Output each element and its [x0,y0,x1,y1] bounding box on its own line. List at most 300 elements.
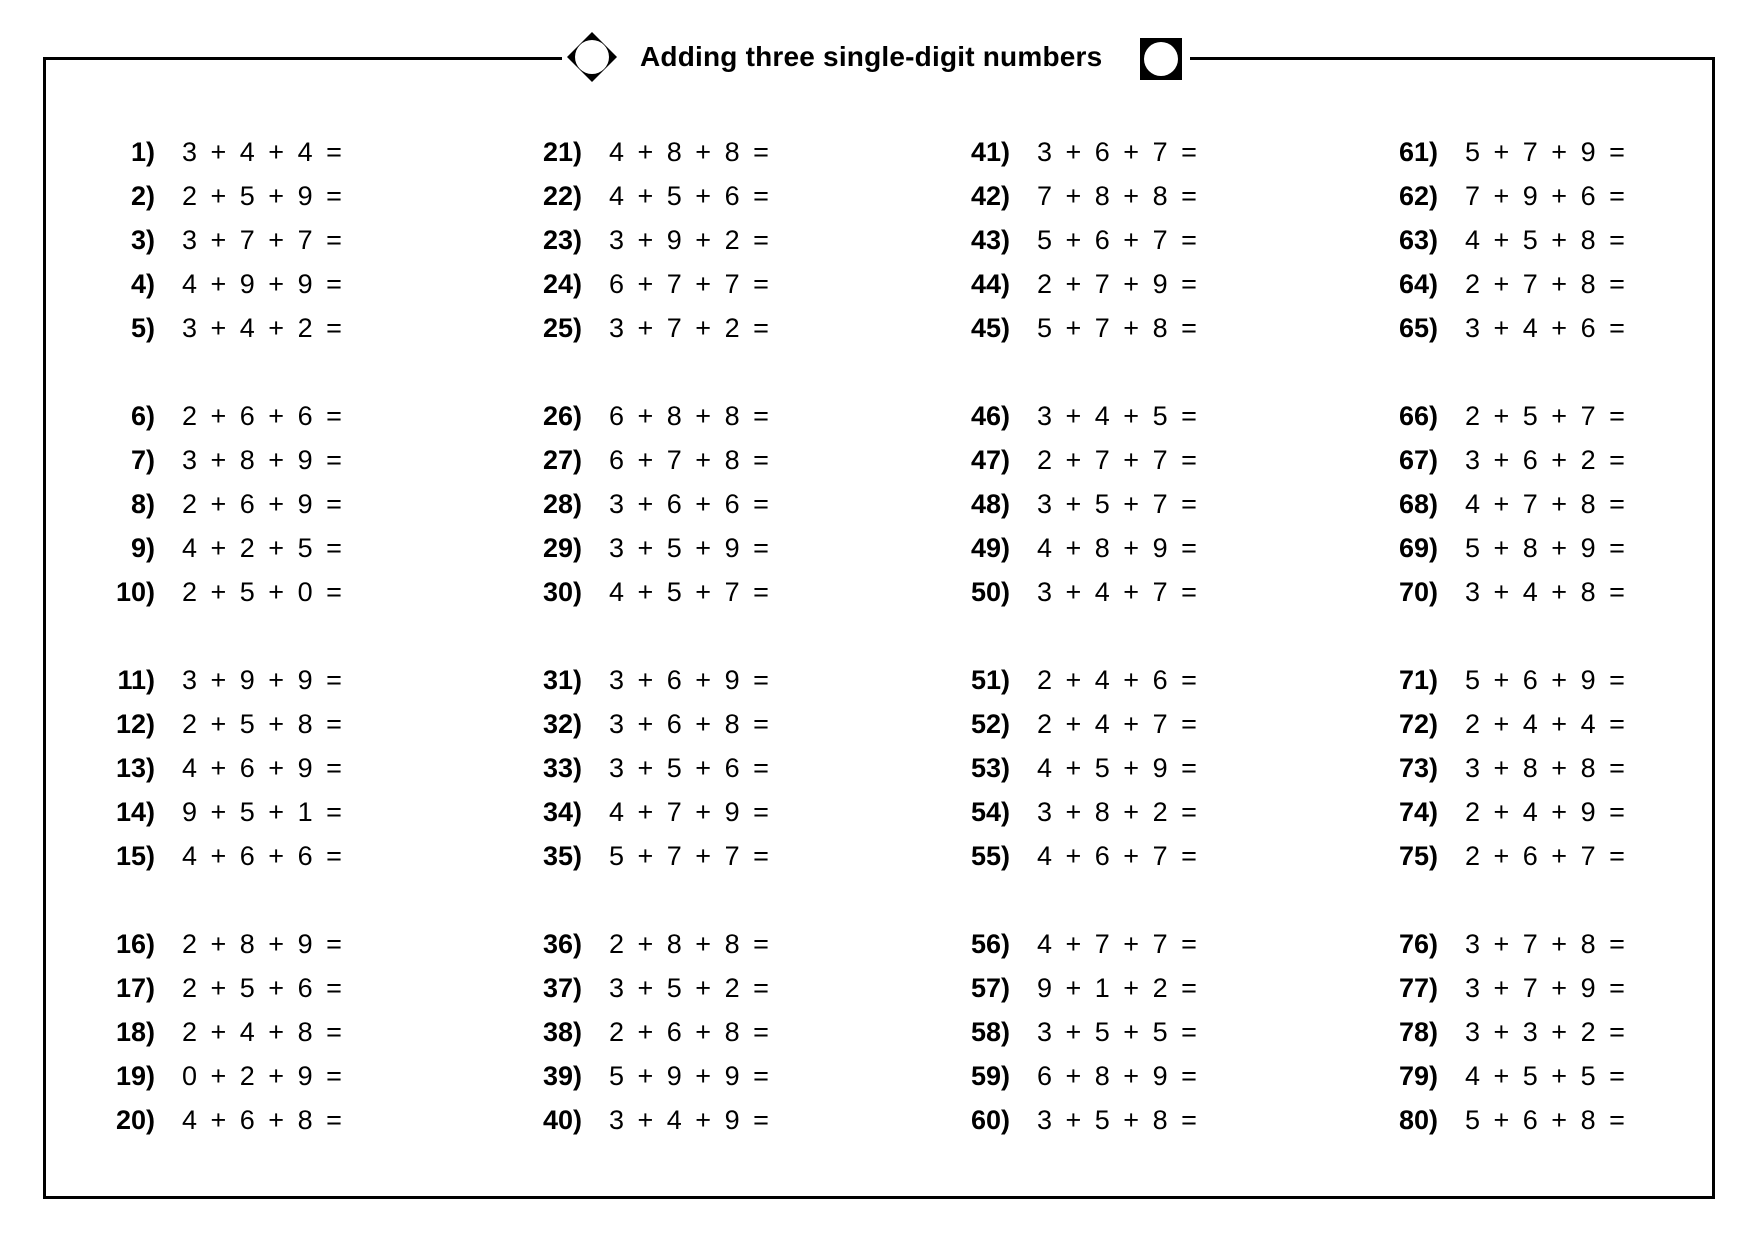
problem-expression: 9 + 1 + 2 = [1037,973,1197,1003]
problem-expression-wrap [182,1100,382,1140]
problem-number: 10) [115,577,155,607]
problem-expression: 2 + 8 + 9 = [182,929,342,959]
problem-expression: 2 + 5 + 8 = [182,709,342,739]
problem-expression-wrap [1465,396,1665,436]
problem-item [502,396,582,436]
problem-expression: 9 + 5 + 1 = [182,797,342,827]
problem-item [502,264,582,304]
problem-expression: 3 + 5 + 7 = [1037,489,1197,519]
problem-number: 20) [115,1105,155,1135]
problem-expression: 4 + 5 + 8 = [1465,225,1625,255]
problem-item [930,748,1010,788]
problem-expression-wrap [609,484,809,524]
problem-item [930,484,1010,524]
problem-expression-wrap [1465,220,1665,260]
problem-expression: 4 + 2 + 5 = [182,533,342,563]
problem-expression-wrap [1037,484,1237,524]
problem-item [75,132,155,172]
problem-item [930,528,1010,568]
problem-item [75,396,155,436]
problem-expression: 3 + 5 + 5 = [1037,1017,1197,1047]
problem-expression-wrap [1037,176,1237,216]
problem-expression: 3 + 4 + 6 = [1465,313,1625,343]
problem-number: 29) [542,533,582,563]
problem-expression-wrap [1037,440,1237,480]
problem-number: 27) [542,445,582,475]
problem-item [502,836,582,876]
problem-number: 48) [970,489,1010,519]
problem-expression: 4 + 5 + 7 = [609,577,769,607]
problem-expression-wrap [609,572,809,612]
problem-expression: 7 + 9 + 6 = [1465,181,1625,211]
problem-item [930,176,1010,216]
problem-expression: 2 + 6 + 7 = [1465,841,1625,871]
problem-expression: 3 + 4 + 7 = [1037,577,1197,607]
problem-item [930,836,1010,876]
problem-expression-wrap [1037,748,1237,788]
problem-item [930,1012,1010,1052]
problem-expression-wrap [1465,132,1665,172]
problem-item [930,704,1010,744]
problem-item [1358,836,1438,876]
problem-item [1358,1056,1438,1096]
problem-item [1358,396,1438,436]
problem-item [1358,924,1438,964]
problem-expression-wrap [182,440,382,480]
problem-expression: 2 + 5 + 9 = [182,181,342,211]
problem-expression-wrap [1037,572,1237,612]
problem-number: 64) [1398,269,1438,299]
problem-expression: 4 + 6 + 9 = [182,753,342,783]
problem-number: 63) [1398,225,1438,255]
problem-number: 50) [970,577,1010,607]
problem-item [1358,968,1438,1008]
problem-expression: 2 + 4 + 8 = [182,1017,342,1047]
problem-expression: 4 + 5 + 6 = [609,181,769,211]
problem-expression-wrap [1465,792,1665,832]
problem-expression-wrap [1037,220,1237,260]
problem-item [930,396,1010,436]
problem-item [502,704,582,744]
problem-expression-wrap [609,396,809,436]
problem-item [930,660,1010,700]
problem-item [1358,308,1438,348]
problem-number: 59) [970,1061,1010,1091]
problem-expression: 3 + 8 + 8 = [1465,753,1625,783]
problem-expression-wrap [182,220,382,260]
problem-number: 45) [970,313,1010,343]
problem-expression: 2 + 5 + 6 = [182,973,342,1003]
problem-expression-wrap [609,660,809,700]
problem-expression-wrap [1465,1056,1665,1096]
problem-item [1358,264,1438,304]
problem-item [1358,132,1438,172]
problem-number: 44) [970,269,1010,299]
problem-number: 41) [970,137,1010,167]
problem-item [75,836,155,876]
problem-number: 60) [970,1105,1010,1135]
problem-expression: 6 + 7 + 7 = [609,269,769,299]
problem-item [502,968,582,1008]
problem-item [930,264,1010,304]
problem-number: 5) [130,313,155,343]
problem-expression: 4 + 5 + 5 = [1465,1061,1625,1091]
problem-expression: 3 + 8 + 2 = [1037,797,1197,827]
problem-item [75,308,155,348]
problem-number: 36) [542,929,582,959]
problem-expression-wrap [1465,1100,1665,1140]
problem-expression-wrap [1037,1056,1237,1096]
problem-expression-wrap [182,924,382,964]
problem-number: 49) [970,533,1010,563]
problem-item [930,440,1010,480]
problem-item [1358,572,1438,612]
problem-expression: 4 + 8 + 9 = [1037,533,1197,563]
problem-item [930,924,1010,964]
problem-expression: 5 + 6 + 8 = [1465,1105,1625,1135]
problem-number: 33) [542,753,582,783]
problem-expression-wrap [182,308,382,348]
problem-item [930,308,1010,348]
problem-expression: 3 + 6 + 9 = [609,665,769,695]
problem-number: 38) [542,1017,582,1047]
problem-expression-wrap [609,748,809,788]
problem-item [75,1012,155,1052]
problem-number: 79) [1398,1061,1438,1091]
problem-item [75,792,155,832]
problem-expression-wrap [182,1056,382,1096]
problem-number: 71) [1398,665,1438,695]
problem-number: 46) [970,401,1010,431]
problem-expression-wrap [609,704,809,744]
problem-expression-wrap [609,528,809,568]
problem-number: 26) [542,401,582,431]
problem-expression: 3 + 3 + 2 = [1465,1017,1625,1047]
problem-number: 53) [970,753,1010,783]
problem-number: 73) [1398,753,1438,783]
problem-item [502,1100,582,1140]
problem-expression-wrap [1465,484,1665,524]
problem-expression-wrap [609,220,809,260]
page-title: Adding three single-digit numbers [640,41,1103,72]
problem-item [1358,660,1438,700]
problem-number: 65) [1398,313,1438,343]
problem-item [502,440,582,480]
problem-expression: 2 + 6 + 8 = [609,1017,769,1047]
problem-expression-wrap [1037,704,1237,744]
problem-expression: 3 + 5 + 2 = [609,973,769,1003]
problem-number: 24) [542,269,582,299]
problem-item [1358,220,1438,260]
problem-expression: 3 + 6 + 8 = [609,709,769,739]
problem-expression: 3 + 9 + 2 = [609,225,769,255]
problem-number: 12) [115,709,155,739]
problem-number: 43) [970,225,1010,255]
problem-expression-wrap [609,264,809,304]
problem-expression: 2 + 4 + 6 = [1037,665,1197,695]
problem-expression: 4 + 7 + 8 = [1465,489,1625,519]
problem-expression: 3 + 6 + 6 = [609,489,769,519]
problem-number: 25) [542,313,582,343]
problem-expression: 3 + 5 + 6 = [609,753,769,783]
problem-item [75,704,155,744]
problem-expression-wrap [609,1100,809,1140]
problem-expression: 3 + 6 + 7 = [1037,137,1197,167]
problem-item [75,528,155,568]
problem-item [502,572,582,612]
problem-expression: 6 + 8 + 9 = [1037,1061,1197,1091]
problem-expression: 4 + 6 + 8 = [182,1105,342,1135]
problem-expression-wrap [1037,968,1237,1008]
problem-expression-wrap [609,968,809,1008]
problem-expression-wrap [182,660,382,700]
problem-expression: 4 + 5 + 9 = [1037,753,1197,783]
problem-number: 72) [1398,709,1438,739]
problem-expression-wrap [1037,308,1237,348]
problem-expression-wrap [609,924,809,964]
problem-expression-wrap [1037,528,1237,568]
problem-expression-wrap [182,968,382,1008]
problem-number: 1) [130,137,155,167]
problem-expression-wrap [1037,660,1237,700]
problem-number: 68) [1398,489,1438,519]
problem-expression-wrap [1465,528,1665,568]
problem-expression: 2 + 7 + 8 = [1465,269,1625,299]
problem-expression-wrap [182,264,382,304]
problem-expression-wrap [1465,968,1665,1008]
problem-expression-wrap [609,1056,809,1096]
problem-expression: 2 + 5 + 0 = [182,577,342,607]
problem-expression-wrap [182,704,382,744]
problem-item [75,924,155,964]
problem-item [1358,440,1438,480]
problem-item [75,1100,155,1140]
problem-expression-wrap [1037,836,1237,876]
problem-number: 31) [542,665,582,695]
problem-expression-wrap [1465,308,1665,348]
problem-expression-wrap [609,440,809,480]
problem-item [502,132,582,172]
problem-expression-wrap [1037,792,1237,832]
problem-item [502,528,582,568]
problem-expression: 3 + 5 + 9 = [609,533,769,563]
problem-item [502,308,582,348]
problem-number: 75) [1398,841,1438,871]
problem-item [75,264,155,304]
problem-item [75,484,155,524]
problem-expression: 5 + 9 + 9 = [609,1061,769,1091]
problem-item [75,440,155,480]
problem-item [1358,1012,1438,1052]
problem-expression-wrap [182,132,382,172]
problem-number: 30) [542,577,582,607]
problem-item [1358,1100,1438,1140]
problem-expression: 2 + 4 + 9 = [1465,797,1625,827]
problem-number: 34) [542,797,582,827]
problem-expression-wrap [182,836,382,876]
problem-number: 11) [117,665,155,695]
problem-expression: 4 + 6 + 6 = [182,841,342,871]
problem-number: 47) [970,445,1010,475]
problem-expression: 4 + 6 + 7 = [1037,841,1197,871]
problem-expression: 6 + 7 + 8 = [609,445,769,475]
problem-item [502,748,582,788]
problem-item [502,484,582,524]
problem-number: 28) [542,489,582,519]
problem-item [1358,528,1438,568]
problem-number: 40) [542,1105,582,1135]
problem-number: 66) [1398,401,1438,431]
problem-number: 80) [1398,1105,1438,1135]
problem-expression: 5 + 6 + 9 = [1465,665,1625,695]
problem-expression: 3 + 7 + 9 = [1465,973,1625,1003]
problem-expression-wrap [1037,1012,1237,1052]
problem-expression: 3 + 8 + 9 = [182,445,342,475]
problem-number: 70) [1398,577,1438,607]
problem-expression: 3 + 7 + 8 = [1465,929,1625,959]
problem-expression: 5 + 8 + 9 = [1465,533,1625,563]
problem-expression-wrap [1465,704,1665,744]
problem-number: 52) [970,709,1010,739]
problem-expression-wrap [1465,176,1665,216]
problem-number: 35) [542,841,582,871]
problem-expression: 3 + 4 + 2 = [182,313,342,343]
problem-expression-wrap [1037,264,1237,304]
problem-number: 8) [130,489,155,519]
problem-expression: 4 + 9 + 9 = [182,269,342,299]
problem-number: 18) [115,1017,155,1047]
problem-number: 62) [1398,181,1438,211]
problem-expression: 5 + 6 + 7 = [1037,225,1197,255]
problem-number: 57) [970,973,1010,1003]
problem-expression-wrap [609,308,809,348]
problem-expression: 5 + 7 + 9 = [1465,137,1625,167]
problem-item [930,572,1010,612]
problem-item [502,924,582,964]
problem-expression-wrap [182,572,382,612]
problem-item [502,660,582,700]
problem-expression: 2 + 8 + 8 = [609,929,769,959]
problem-item [930,968,1010,1008]
problem-expression-wrap [182,176,382,216]
problem-number: 37) [542,973,582,1003]
problem-expression: 2 + 7 + 7 = [1037,445,1197,475]
problem-expression-wrap [182,528,382,568]
problem-expression: 5 + 7 + 8 = [1037,313,1197,343]
problem-item [502,792,582,832]
problem-number: 19) [115,1061,155,1091]
problem-expression: 3 + 4 + 9 = [609,1105,769,1135]
problem-number: 13) [115,753,155,783]
problem-expression-wrap [609,792,809,832]
problem-number: 22) [542,181,582,211]
problem-item [1358,176,1438,216]
problem-expression: 0 + 2 + 9 = [182,1061,342,1091]
problem-item [502,176,582,216]
problem-number: 39) [542,1061,582,1091]
problem-number: 7) [130,445,155,475]
problem-number: 56) [970,929,1010,959]
problem-expression: 7 + 8 + 8 = [1037,181,1197,211]
problem-number: 4) [130,269,155,299]
problem-item [75,660,155,700]
problem-expression: 4 + 7 + 9 = [609,797,769,827]
problem-expression: 2 + 4 + 7 = [1037,709,1197,739]
problem-number: 77) [1398,973,1438,1003]
problem-number: 23) [542,225,582,255]
problem-item [75,968,155,1008]
problem-number: 17) [115,973,155,1003]
problem-expression: 4 + 8 + 8 = [609,137,769,167]
problem-number: 76) [1398,929,1438,959]
problem-number: 74) [1398,797,1438,827]
problem-expression: 3 + 9 + 9 = [182,665,342,695]
problem-item [502,220,582,260]
problem-expression-wrap [1465,440,1665,480]
problem-expression: 3 + 7 + 7 = [182,225,342,255]
problem-number: 55) [970,841,1010,871]
problem-expression-wrap [1037,132,1237,172]
problem-number: 9) [130,533,155,563]
problem-item [930,792,1010,832]
problem-expression-wrap [182,748,382,788]
problem-expression: 2 + 5 + 7 = [1465,401,1625,431]
problem-number: 61) [1398,137,1438,167]
problem-expression-wrap [182,792,382,832]
problem-item [930,1056,1010,1096]
problem-item [1358,704,1438,744]
problem-expression-wrap [1465,660,1665,700]
problem-number: 42) [970,181,1010,211]
problem-number: 16) [115,929,155,959]
problem-number: 69) [1398,533,1438,563]
problem-expression-wrap [609,836,809,876]
problem-number: 6) [130,401,155,431]
problem-number: 54) [970,797,1010,827]
problem-expression: 3 + 6 + 2 = [1465,445,1625,475]
problem-expression-wrap [1465,924,1665,964]
problem-expression-wrap [609,1012,809,1052]
problem-number: 67) [1398,445,1438,475]
problem-number: 14) [115,797,155,827]
problem-expression: 2 + 4 + 4 = [1465,709,1625,739]
problem-number: 58) [970,1017,1010,1047]
problem-expression-wrap [1465,1012,1665,1052]
problem-expression-wrap [1037,1100,1237,1140]
problem-expression-wrap [1037,396,1237,436]
problem-expression: 3 + 4 + 8 = [1465,577,1625,607]
problem-expression-wrap [1465,572,1665,612]
problem-expression-wrap [1037,924,1237,964]
problem-item [1358,792,1438,832]
problem-expression: 3 + 7 + 2 = [609,313,769,343]
problem-item [75,572,155,612]
problem-number: 3) [130,225,155,255]
problem-item [75,1056,155,1096]
problem-item [75,748,155,788]
problem-expression: 3 + 4 + 4 = [182,137,342,167]
problem-number: 32) [542,709,582,739]
problem-expression: 6 + 8 + 8 = [609,401,769,431]
problem-expression: 2 + 7 + 9 = [1037,269,1197,299]
problem-item [1358,484,1438,524]
problem-item [930,1100,1010,1140]
problem-item [930,132,1010,172]
problem-expression-wrap [1465,264,1665,304]
problem-expression-wrap [1465,748,1665,788]
problem-expression-wrap [609,176,809,216]
problem-expression-wrap [182,396,382,436]
